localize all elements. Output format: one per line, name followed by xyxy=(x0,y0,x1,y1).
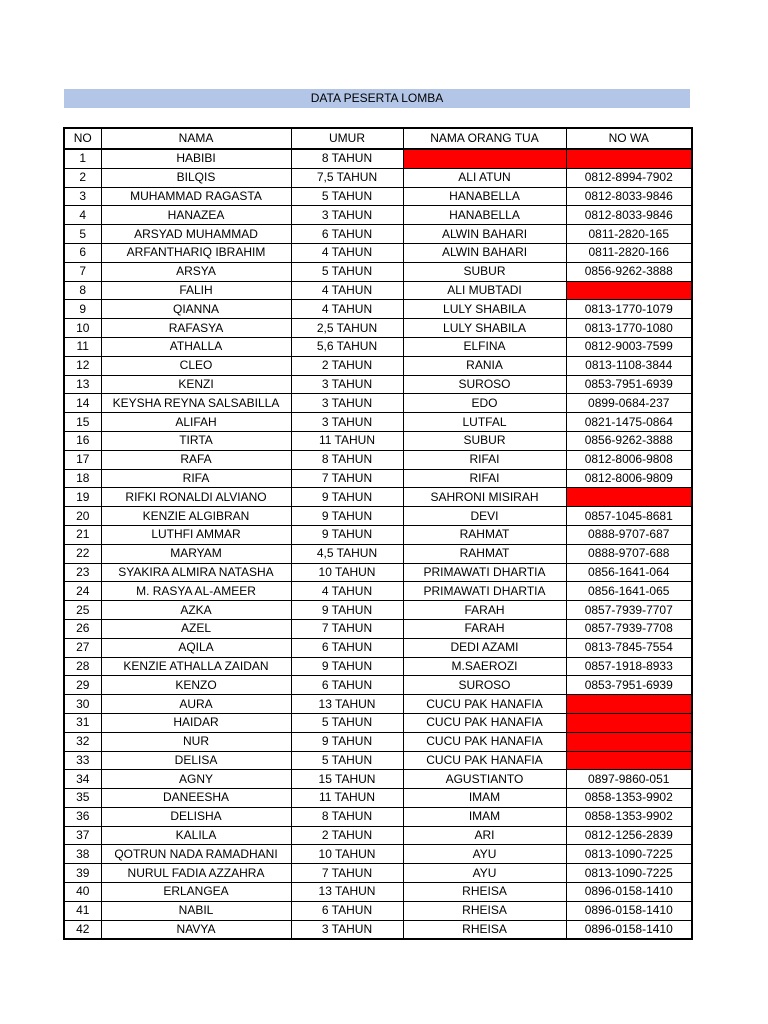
cell-no: 37 xyxy=(64,826,101,845)
cell-nama-orang-tua: RHEISA xyxy=(403,920,566,939)
cell-nama-orang-tua: SUROSO xyxy=(403,676,566,695)
cell-nama-orang-tua: ALI ATUN xyxy=(403,168,566,187)
cell-nama: ARSYA xyxy=(101,262,291,281)
cell-nama-orang-tua: SAHRONI MISIRAH xyxy=(403,488,566,507)
sheet-title: DATA PESERTA LOMBA xyxy=(64,89,690,108)
cell-umur: 10 TAHUN xyxy=(291,563,403,582)
cell-nama: ATHALLA xyxy=(101,337,291,356)
cell-umur: 5 TAHUN xyxy=(291,751,403,770)
cell-nama-orang-tua: SUBUR xyxy=(403,262,566,281)
cell-no-wa-missing xyxy=(566,149,692,168)
table-row xyxy=(64,920,692,939)
table-row xyxy=(64,225,692,244)
table-row xyxy=(64,826,692,845)
cell-nama: AURA xyxy=(101,695,291,714)
cell-no: 25 xyxy=(64,601,101,620)
cell-nama: HANAZEA xyxy=(101,206,291,225)
cell-no-wa: 0821-1475-0864 xyxy=(566,413,692,432)
table-row xyxy=(64,713,692,732)
cell-no: 10 xyxy=(64,319,101,338)
table-row xyxy=(64,525,692,544)
cell-no-wa: 0812-1256-2839 xyxy=(566,826,692,845)
table-row xyxy=(64,337,692,356)
cell-no-wa: 0853-7951-6939 xyxy=(566,676,692,695)
cell-no: 31 xyxy=(64,713,101,732)
cell-no: 3 xyxy=(64,187,101,206)
cell-umur: 4 TAHUN xyxy=(291,243,403,262)
cell-no-wa: 0812-8006-9808 xyxy=(566,450,692,469)
cell-no-wa: 0896-0158-1410 xyxy=(566,920,692,939)
cell-umur: 6 TAHUN xyxy=(291,225,403,244)
table-row xyxy=(64,300,692,319)
cell-nama-orang-tua: RANIA xyxy=(403,356,566,375)
cell-no-wa-missing xyxy=(566,751,692,770)
cell-umur: 15 TAHUN xyxy=(291,770,403,789)
cell-umur: 4 TAHUN xyxy=(291,300,403,319)
cell-no: 33 xyxy=(64,751,101,770)
cell-no: 35 xyxy=(64,789,101,808)
cell-nama: M. RASYA AL-AMEER xyxy=(101,582,291,601)
cell-nama-orang-tua: RHEISA xyxy=(403,883,566,902)
cell-nama: DELISHA xyxy=(101,807,291,826)
cell-no-wa: 0899-0684-237 xyxy=(566,394,692,413)
cell-no-wa: 0856-1641-065 xyxy=(566,582,692,601)
cell-no-wa-missing xyxy=(566,695,692,714)
column-header-nama-orang-tua: NAMA ORANG TUA xyxy=(403,128,566,149)
cell-nama-orang-tua: PRIMAWATI DHARTIA xyxy=(403,582,566,601)
table-body xyxy=(64,149,692,939)
cell-nama: NABIL xyxy=(101,901,291,920)
cell-no-wa: 0812-8006-9809 xyxy=(566,469,692,488)
cell-nama: AQILA xyxy=(101,638,291,657)
cell-umur: 9 TAHUN xyxy=(291,507,403,526)
cell-no: 24 xyxy=(64,582,101,601)
table-header xyxy=(64,128,692,149)
cell-no: 21 xyxy=(64,525,101,544)
cell-no: 9 xyxy=(64,300,101,319)
cell-umur: 7 TAHUN xyxy=(291,469,403,488)
cell-umur: 7,5 TAHUN xyxy=(291,168,403,187)
cell-umur: 9 TAHUN xyxy=(291,488,403,507)
column-header-umur: UMUR xyxy=(291,128,403,149)
cell-umur: 6 TAHUN xyxy=(291,676,403,695)
table-row xyxy=(64,864,692,883)
cell-nama-orang-tua: ALWIN BAHARI xyxy=(403,243,566,262)
cell-nama: TIRTA xyxy=(101,431,291,450)
cell-nama: MUHAMMAD RAGASTA xyxy=(101,187,291,206)
cell-nama-orang-tua: FARAH xyxy=(403,601,566,620)
cell-nama: SYAKIRA ALMIRA NATASHA xyxy=(101,563,291,582)
participants-table xyxy=(63,127,693,940)
cell-no: 4 xyxy=(64,206,101,225)
cell-no: 11 xyxy=(64,337,101,356)
cell-nama-orang-tua: ARI xyxy=(403,826,566,845)
cell-no: 38 xyxy=(64,845,101,864)
cell-no: 36 xyxy=(64,807,101,826)
table-row xyxy=(64,413,692,432)
cell-no: 7 xyxy=(64,262,101,281)
cell-no-wa: 0857-1045-8681 xyxy=(566,507,692,526)
cell-nama: LUTHFI AMMAR xyxy=(101,525,291,544)
table-row xyxy=(64,356,692,375)
cell-nama: AZEL xyxy=(101,619,291,638)
table-row xyxy=(64,281,692,300)
cell-no-wa: 0813-1090-7225 xyxy=(566,864,692,883)
column-header-nama: NAMA xyxy=(101,128,291,149)
cell-no-wa: 0813-1108-3844 xyxy=(566,356,692,375)
cell-umur: 3 TAHUN xyxy=(291,920,403,939)
table-row xyxy=(64,845,692,864)
cell-nama: DELISA xyxy=(101,751,291,770)
cell-no-wa: 0811-2820-165 xyxy=(566,225,692,244)
cell-no: 17 xyxy=(64,450,101,469)
cell-no-wa: 0857-1918-8933 xyxy=(566,657,692,676)
table-row xyxy=(64,676,692,695)
cell-nama-orang-tua: DEVI xyxy=(403,507,566,526)
cell-no-wa-missing xyxy=(566,713,692,732)
table-row xyxy=(64,507,692,526)
cell-nama: ERLANGEA xyxy=(101,883,291,902)
cell-umur: 3 TAHUN xyxy=(291,413,403,432)
cell-no: 40 xyxy=(64,883,101,902)
cell-no: 41 xyxy=(64,901,101,920)
cell-no: 18 xyxy=(64,469,101,488)
cell-nama-orang-tua: IMAM xyxy=(403,807,566,826)
cell-nama-orang-tua: LULY SHABILA xyxy=(403,300,566,319)
cell-no: 12 xyxy=(64,356,101,375)
cell-nama-orang-tua: RAHMAT xyxy=(403,544,566,563)
cell-umur: 8 TAHUN xyxy=(291,149,403,168)
cell-no: 1 xyxy=(64,149,101,168)
column-header-no-wa: NO WA xyxy=(566,128,692,149)
cell-no-wa: 0896-0158-1410 xyxy=(566,883,692,902)
table-row xyxy=(64,789,692,808)
cell-nama-orang-tua: ALI MUBTADI xyxy=(403,281,566,300)
cell-no: 27 xyxy=(64,638,101,657)
cell-no-wa: 0897-9860-051 xyxy=(566,770,692,789)
cell-nama: ALIFAH xyxy=(101,413,291,432)
cell-no: 29 xyxy=(64,676,101,695)
cell-no: 20 xyxy=(64,507,101,526)
cell-no-wa: 0813-1770-1080 xyxy=(566,319,692,338)
cell-nama: HAIDAR xyxy=(101,713,291,732)
cell-umur: 4 TAHUN xyxy=(291,281,403,300)
cell-nama-orang-tua: EDO xyxy=(403,394,566,413)
cell-nama-orang-tua: CUCU PAK HANAFIA xyxy=(403,695,566,714)
column-header-no: NO xyxy=(64,128,101,149)
cell-nama-orang-tua: DEDI AZAMI xyxy=(403,638,566,657)
cell-nama: CLEO xyxy=(101,356,291,375)
cell-nama-orang-tua: CUCU PAK HANAFIA xyxy=(403,751,566,770)
table-row xyxy=(64,807,692,826)
table-row xyxy=(64,450,692,469)
cell-nama-orang-tua: SUBUR xyxy=(403,431,566,450)
cell-nama: ARFANTHARIQ IBRAHIM xyxy=(101,243,291,262)
cell-no: 32 xyxy=(64,732,101,751)
cell-no: 22 xyxy=(64,544,101,563)
cell-no-wa: 0896-0158-1410 xyxy=(566,901,692,920)
cell-nama-orang-tua: LUTFAL xyxy=(403,413,566,432)
table-row xyxy=(64,695,692,714)
cell-no-wa: 0813-7845-7554 xyxy=(566,638,692,657)
cell-no-wa: 0858-1353-9902 xyxy=(566,789,692,808)
cell-nama: KEYSHA REYNA SALSABILLA xyxy=(101,394,291,413)
table-row xyxy=(64,431,692,450)
cell-no-wa: 0888-9707-687 xyxy=(566,525,692,544)
cell-umur: 6 TAHUN xyxy=(291,638,403,657)
cell-nama-orang-tua: AYU xyxy=(403,864,566,883)
cell-no: 14 xyxy=(64,394,101,413)
cell-nama: RIFA xyxy=(101,469,291,488)
cell-no-wa: 0811-2820-166 xyxy=(566,243,692,262)
table-row xyxy=(64,394,692,413)
table-row xyxy=(64,149,692,168)
cell-umur: 3 TAHUN xyxy=(291,394,403,413)
cell-nama: KENZI xyxy=(101,375,291,394)
cell-nama-orang-tua: ELFINA xyxy=(403,337,566,356)
table-row xyxy=(64,619,692,638)
cell-no: 28 xyxy=(64,657,101,676)
cell-nama: ARSYAD MUHAMMAD xyxy=(101,225,291,244)
cell-nama: MARYAM xyxy=(101,544,291,563)
cell-umur: 2 TAHUN xyxy=(291,356,403,375)
table-row xyxy=(64,469,692,488)
cell-umur: 9 TAHUN xyxy=(291,601,403,620)
cell-nama: NUR xyxy=(101,732,291,751)
cell-no-wa: 0888-9707-688 xyxy=(566,544,692,563)
cell-nama-orang-tua: RHEISA xyxy=(403,901,566,920)
cell-no: 6 xyxy=(64,243,101,262)
cell-nama: FALIH xyxy=(101,281,291,300)
cell-no-wa: 0813-1090-7225 xyxy=(566,845,692,864)
cell-no: 16 xyxy=(64,431,101,450)
cell-no-wa: 0853-7951-6939 xyxy=(566,375,692,394)
cell-umur: 13 TAHUN xyxy=(291,883,403,902)
cell-nama-orang-tua: ALWIN BAHARI xyxy=(403,225,566,244)
cell-no-wa: 0812-9003-7599 xyxy=(566,337,692,356)
cell-umur: 3 TAHUN xyxy=(291,375,403,394)
cell-umur: 8 TAHUN xyxy=(291,807,403,826)
cell-no: 8 xyxy=(64,281,101,300)
cell-nama-orang-tua: IMAM xyxy=(403,789,566,808)
cell-no: 34 xyxy=(64,770,101,789)
cell-nama-orang-tua: RIFAI xyxy=(403,469,566,488)
cell-no: 5 xyxy=(64,225,101,244)
cell-umur: 5 TAHUN xyxy=(291,262,403,281)
cell-no: 23 xyxy=(64,563,101,582)
table-row xyxy=(64,206,692,225)
cell-nama: HABIBI xyxy=(101,149,291,168)
cell-no-wa: 0856-9262-3888 xyxy=(566,431,692,450)
cell-no: 42 xyxy=(64,920,101,939)
cell-no-wa: 0858-1353-9902 xyxy=(566,807,692,826)
cell-nama-orang-tua: AGUSTIANTO xyxy=(403,770,566,789)
cell-no: 19 xyxy=(64,488,101,507)
table-row xyxy=(64,657,692,676)
table-row xyxy=(64,563,692,582)
cell-no-wa-missing xyxy=(566,732,692,751)
cell-nama-orang-tua: LULY SHABILA xyxy=(403,319,566,338)
table-row xyxy=(64,770,692,789)
cell-nama: RAFASYA xyxy=(101,319,291,338)
table-row xyxy=(64,375,692,394)
cell-nama: KENZIE ATHALLA ZAIDAN xyxy=(101,657,291,676)
cell-umur: 5,6 TAHUN xyxy=(291,337,403,356)
cell-umur: 11 TAHUN xyxy=(291,431,403,450)
cell-nama: KENZO xyxy=(101,676,291,695)
cell-no: 30 xyxy=(64,695,101,714)
table-row xyxy=(64,582,692,601)
cell-umur: 7 TAHUN xyxy=(291,619,403,638)
cell-no: 15 xyxy=(64,413,101,432)
cell-no-wa-missing xyxy=(566,488,692,507)
cell-umur: 7 TAHUN xyxy=(291,864,403,883)
cell-nama-orang-tua: AYU xyxy=(403,845,566,864)
cell-umur: 5 TAHUN xyxy=(291,187,403,206)
cell-umur: 13 TAHUN xyxy=(291,695,403,714)
cell-no-wa: 0856-1641-064 xyxy=(566,563,692,582)
table-row xyxy=(64,262,692,281)
cell-umur: 11 TAHUN xyxy=(291,789,403,808)
cell-nama: NURUL FADIA AZZAHRA xyxy=(101,864,291,883)
cell-nama: DANEESHA xyxy=(101,789,291,808)
cell-umur: 10 TAHUN xyxy=(291,845,403,864)
cell-umur: 4 TAHUN xyxy=(291,582,403,601)
cell-umur: 2 TAHUN xyxy=(291,826,403,845)
cell-nama: QIANNA xyxy=(101,300,291,319)
cell-umur: 5 TAHUN xyxy=(291,713,403,732)
table-row xyxy=(64,243,692,262)
cell-nama: NAVYA xyxy=(101,920,291,939)
cell-nama-orang-tua: RIFAI xyxy=(403,450,566,469)
cell-no-wa: 0812-8033-9846 xyxy=(566,187,692,206)
cell-nama-orang-tua: CUCU PAK HANAFIA xyxy=(403,732,566,751)
cell-no-wa: 0857-7939-7707 xyxy=(566,601,692,620)
cell-umur: 9 TAHUN xyxy=(291,525,403,544)
cell-no: 39 xyxy=(64,864,101,883)
cell-nama-orang-tua: FARAH xyxy=(403,619,566,638)
table-row xyxy=(64,638,692,657)
table-row xyxy=(64,544,692,563)
cell-nama: RAFA xyxy=(101,450,291,469)
table-row xyxy=(64,732,692,751)
cell-nama-orang-tua-missing xyxy=(403,149,566,168)
cell-nama: AZKA xyxy=(101,601,291,620)
table-row xyxy=(64,601,692,620)
cell-no-wa: 0856-9262-3888 xyxy=(566,262,692,281)
cell-umur: 4,5 TAHUN xyxy=(291,544,403,563)
cell-nama: KALILA xyxy=(101,826,291,845)
table-row xyxy=(64,883,692,902)
table-row xyxy=(64,187,692,206)
cell-nama-orang-tua: RAHMAT xyxy=(403,525,566,544)
cell-nama-orang-tua: SUROSO xyxy=(403,375,566,394)
cell-nama-orang-tua: HANABELLA xyxy=(403,206,566,225)
cell-nama: BILQIS xyxy=(101,168,291,187)
cell-nama-orang-tua: CUCU PAK HANAFIA xyxy=(403,713,566,732)
cell-no: 26 xyxy=(64,619,101,638)
cell-umur: 9 TAHUN xyxy=(291,657,403,676)
cell-umur: 3 TAHUN xyxy=(291,206,403,225)
table-row xyxy=(64,751,692,770)
table-row xyxy=(64,168,692,187)
cell-no-wa-missing xyxy=(566,281,692,300)
cell-umur: 6 TAHUN xyxy=(291,901,403,920)
cell-nama-orang-tua: M.SAEROZI xyxy=(403,657,566,676)
cell-no-wa: 0813-1770-1079 xyxy=(566,300,692,319)
table-row xyxy=(64,901,692,920)
cell-no: 2 xyxy=(64,168,101,187)
cell-umur: 9 TAHUN xyxy=(291,732,403,751)
cell-umur: 2,5 TAHUN xyxy=(291,319,403,338)
cell-nama-orang-tua: PRIMAWATI DHARTIA xyxy=(403,563,566,582)
cell-no-wa: 0857-7939-7708 xyxy=(566,619,692,638)
cell-nama: RIFKI RONALDI ALVIANO xyxy=(101,488,291,507)
cell-no-wa: 0812-8033-9846 xyxy=(566,206,692,225)
cell-no-wa: 0812-8994-7902 xyxy=(566,168,692,187)
table-row xyxy=(64,488,692,507)
cell-nama: QOTRUN NADA RAMADHANI xyxy=(101,845,291,864)
cell-nama: AGNY xyxy=(101,770,291,789)
cell-nama: KENZIE ALGIBRAN xyxy=(101,507,291,526)
cell-umur: 8 TAHUN xyxy=(291,450,403,469)
cell-nama-orang-tua: HANABELLA xyxy=(403,187,566,206)
table-row xyxy=(64,319,692,338)
cell-no: 13 xyxy=(64,375,101,394)
